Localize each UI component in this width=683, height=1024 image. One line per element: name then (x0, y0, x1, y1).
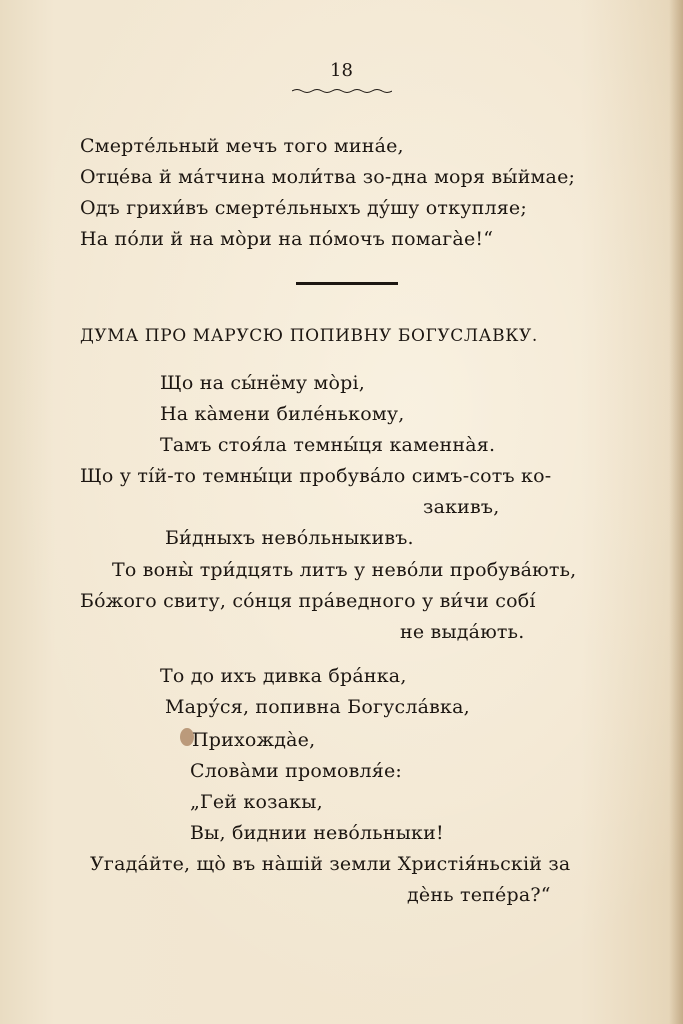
intro-line: На по́ли й на мо̀ри на по́мочъ помага̀е!“ (80, 228, 494, 250)
verse-line: На ка̀мени биле́нькому, (160, 403, 405, 425)
verse-line: Бо́жого свиту, со́нця пра́ведного у ви́чи собі́ (80, 590, 536, 612)
verse-line: Вы, биднии нево́льныки! (190, 822, 444, 844)
verse-line: То воны̀ три́дцять литъ у нево́ли пробува́ють, (112, 559, 577, 581)
poem-title: ДУМА ПРО МАРУСЮ ПОПИВНУ БОГУСЛАВКУ. (80, 326, 538, 346)
page-spine-shadow (669, 0, 683, 1024)
verse-line-continuation: не выда́ють. (400, 621, 525, 643)
page-number-flourish (292, 88, 392, 94)
verse-line: Тамъ стоя́ла темны́ця каменна̀я. (160, 434, 496, 456)
verse-line: Що на сы́нёму мо̀рі, (160, 372, 365, 394)
verse-line: Угада́йте, що̀ въ на̀шій земли Христія́ньскій за (90, 853, 571, 875)
verse-line-continuation: закивъ, (423, 496, 500, 518)
verse-line: Слова̀ми промовля́е: (190, 760, 403, 782)
intro-line: Отце́ва й ма́тчина моли́тва зо-дна моря вы́ймае; (80, 166, 576, 188)
page-number: 18 (330, 60, 353, 81)
intro-line: Одъ грихи́въ смерте́льныхъ ду́шу откупляе; (80, 197, 527, 219)
verse-line: Прихожда̀е, (192, 729, 316, 751)
verse-line: Би́дныхъ нево́льныкивъ. (165, 527, 414, 549)
verse-line: Що у ті́й-то темны́ци пробува́ло симъ-сотъ ко- (80, 465, 552, 487)
verse-line: „Гей козакы, (190, 791, 323, 813)
section-divider (296, 282, 398, 285)
verse-line: Мару́ся, попивна Богусла́вка, (165, 696, 470, 718)
verse-line: То до ихъ дивка бра́нка, (160, 665, 407, 687)
verse-line-continuation: дѐнь тепе́ра?“ (407, 884, 551, 906)
intro-line: Смерте́льный мечъ того мина́е, (80, 135, 404, 157)
